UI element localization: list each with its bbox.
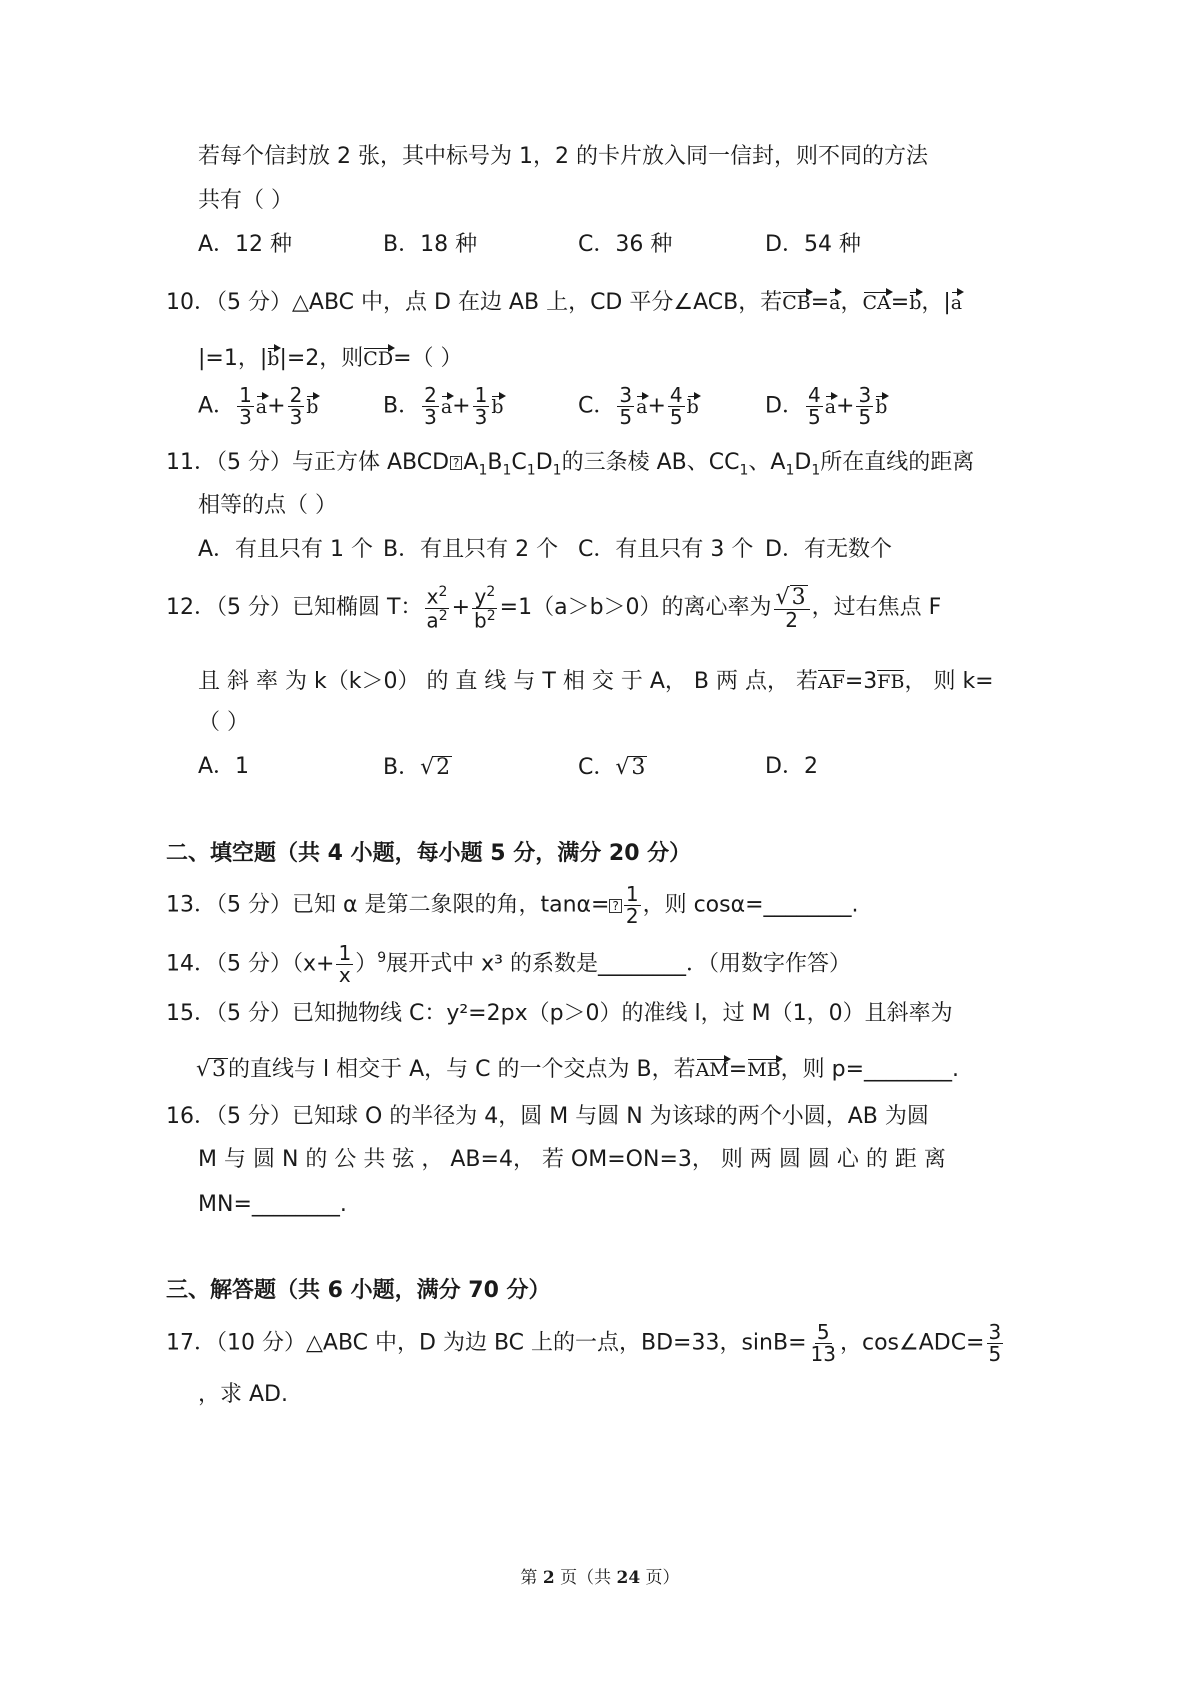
fraction: $\frac{3}{5}$ <box>858 383 872 429</box>
vector-ca: CA <box>863 288 891 313</box>
q12-line3: （ ） <box>198 710 249 735</box>
q10-prefix: 10．（5 分）△ABC 中，点 D 在边 AB 上，CD 平分∠ACB，若 <box>166 290 783 315</box>
footer-pre: 第 <box>520 1568 543 1588</box>
q10-eq: = <box>810 290 830 315</box>
q12-line1 <box>166 585 941 631</box>
vector-af: AF <box>818 668 845 692</box>
vector-am: AM <box>696 1055 729 1080</box>
q11-option-d: D．有无数个 <box>765 537 892 562</box>
q10-option-a-label: A． <box>198 393 236 419</box>
page-total: 24 <box>616 1568 641 1588</box>
q11-b: B <box>487 450 503 475</box>
q11-a: A <box>463 450 479 475</box>
q11-a1: 、A <box>748 450 786 475</box>
q12-line2-post: ， 则 k= <box>904 669 994 694</box>
q15-line2 <box>196 1055 959 1081</box>
q10-comma: ， <box>840 290 863 315</box>
q12-line2 <box>198 668 994 693</box>
footer-mid: 页（共 <box>554 1568 617 1588</box>
vector-b: b <box>687 392 699 417</box>
replacement-glyph: ? <box>609 899 621 913</box>
vector-b-abs: b <box>267 344 279 369</box>
vector-b: b <box>306 392 318 417</box>
q10-option-c-label: C． <box>578 393 616 419</box>
q11-line1: 11．（5 分）与正方体 ABCD ? $A_1B_1C_1D_1$的三条棱 AB、$CC_1$、$A_1D_1$所在直线的距离 <box>166 450 975 479</box>
q10-abs-open: ，| <box>921 290 951 315</box>
plus: + <box>452 393 471 419</box>
q10-eq-2: = <box>890 290 910 315</box>
vector-mb: MB <box>747 1055 780 1080</box>
vector-a: a <box>441 392 452 417</box>
vector-a-abs: a <box>951 288 962 313</box>
q12-line2-pre: 且 斜 率 为 k（k＞0） 的 直 线 与 T 相 交 于 A， B 两 点， 若 <box>198 669 818 694</box>
q9-option-c: C．36 种 <box>578 232 673 257</box>
q13-post: ，则 cosα=________. <box>642 892 859 918</box>
vector-b: b <box>875 392 887 417</box>
q12-option-c: C．√ 3 <box>578 755 646 780</box>
q9-option-b: B．18 种 <box>383 232 478 257</box>
q10-options <box>198 385 958 435</box>
q10-option-d-label: D． <box>765 393 804 419</box>
q15-line1: 15．（5 分）已知抛物线 C：y²=2px（p＞0）的准线 l，过 M（1，0）且斜率为 <box>166 1001 953 1026</box>
section-2-heading: 二、填空题（共 4 小题，每小题 5 分，满分 20 分） <box>166 841 692 866</box>
fraction: $\frac{1}{x}$ <box>338 941 352 987</box>
replacement-glyph: ? <box>450 456 462 470</box>
q12-option-b: B．√ 2 <box>383 755 451 780</box>
q12-option-d: D．2 <box>765 754 818 779</box>
q16-line2: M 与 圆 N 的 公 共 弦 ， AB=4， 若 OM=ON=3， 则 两 圆 圆 心 的 距 离 <box>198 1147 946 1172</box>
q11-option-c: C．有且只有 3 个 <box>578 537 754 562</box>
q11-prefix: 11．（5 分）与正方体 ABCD <box>166 450 450 475</box>
q10-option-b <box>383 385 504 428</box>
q12-post: ，过右焦点 F <box>811 595 942 621</box>
q15-line2-b: ，则 p=________. <box>780 1057 960 1082</box>
footer-post: 页） <box>640 1568 680 1588</box>
q10-line1 <box>166 288 962 314</box>
fraction-x2-a2: $\frac{x^2}{a^2}$ <box>426 584 448 633</box>
q9-option-a: A．12 种 <box>198 232 293 257</box>
q9-line2: 共有（ ） <box>198 188 293 213</box>
vector-a: a <box>825 392 836 417</box>
q11-d: D <box>535 450 553 475</box>
q14 <box>166 943 851 986</box>
fraction: $\frac{4}{5}$ <box>807 383 821 429</box>
page-footer <box>0 1563 1200 1588</box>
q10-line2-end: =（ ） <box>393 346 463 371</box>
vector-cd: CD <box>363 344 393 369</box>
fraction: $\frac{1}{3}$ <box>239 383 252 429</box>
q14-close: ） <box>355 951 378 977</box>
q14-post: 展开式中 x³ 的系数是________．（用数字作答） <box>386 951 851 977</box>
q11-c: C <box>511 450 527 475</box>
q11-option-b: B．有且只有 2 个 <box>383 537 559 562</box>
q17-line1 <box>166 1322 1005 1365</box>
q12-option-a: A．1 <box>198 754 250 779</box>
plus: + <box>267 393 286 419</box>
fraction: $\frac{2}{3}$ <box>289 383 303 429</box>
q16-line3: MN=________. <box>198 1192 347 1217</box>
fraction: $\frac{3}{5}$ <box>988 1320 1002 1366</box>
q9-option-d: D．54 种 <box>765 232 861 257</box>
vector-b: b <box>909 288 921 313</box>
fraction: $\frac{4}{5}$ <box>669 383 683 429</box>
sqrt3: √ 3 <box>196 1057 227 1082</box>
plus: + <box>836 393 855 419</box>
q12-eq3: =3 <box>844 669 878 694</box>
q11-rest: 的三条棱 AB、CC <box>561 450 740 475</box>
q17-pre: 17．（10 分）△ABC 中，D 为边 BC 上的一点，BD=33，sinB= <box>166 1330 807 1356</box>
fraction: $\frac{1}{3}$ <box>474 383 488 429</box>
fraction: $\frac{1}{2}$ <box>625 882 639 928</box>
q15-eq: = <box>728 1057 748 1082</box>
vector-a: a <box>829 288 840 313</box>
plus: + <box>451 595 471 621</box>
vector-cb: CB <box>782 288 811 313</box>
q10-line2 <box>198 344 463 370</box>
fraction: $\frac{3}{5}$ <box>619 383 633 429</box>
q10-option-d <box>765 385 887 428</box>
fraction: $\frac{2}{3}$ <box>424 383 437 429</box>
q9-line1: 若每个信封放 2 张，其中标号为 1，2 的卡片放入同一信封，则不同的方法 <box>198 144 928 169</box>
q10-option-b-label: B． <box>383 393 421 419</box>
plus: + <box>647 393 666 419</box>
q13-pre: 13．（5 分）已知 α 是第二象限的角，tanα= <box>166 892 610 918</box>
vector-fb: FB <box>877 668 904 692</box>
vector-a: a <box>636 392 647 417</box>
fraction-sqrt3-2: √ 3 2 <box>774 585 810 631</box>
q17-mid: ，cos∠ADC= <box>839 1330 985 1356</box>
q11-option-a: A．有且只有 1 个 <box>198 537 374 562</box>
section-3-heading: 三、解答题（共 6 小题，满分 70 分） <box>166 1278 551 1303</box>
q11-tail: 所在直线的距离 <box>820 450 975 475</box>
q14-pre: 14．（5 分）（x+ <box>166 951 335 977</box>
vector-b: b <box>491 392 503 417</box>
q15-line2-a: 的直线与 l 相交于 A，与 C 的一个交点为 B，若 <box>228 1057 696 1082</box>
q10-option-c <box>578 385 699 428</box>
q17-line2: ，求 AD. <box>198 1382 288 1407</box>
q12-prefix: 12．（5 分）已知椭圆 T： <box>166 595 423 621</box>
q14-exponent: 9 <box>377 950 387 967</box>
q12-mid: =1（a＞b＞0）的离心率为 <box>499 595 772 621</box>
page-number: 2 <box>542 1568 555 1588</box>
q10-line2-a: |=1，| <box>198 346 268 371</box>
q10-line2-b: |=2，则 <box>279 346 364 371</box>
vector-a: a <box>256 392 267 417</box>
q11-d1: D <box>794 450 812 475</box>
fraction-y2-b2: $\frac{y^2}{b^2}$ <box>474 584 496 633</box>
q10-option-a <box>198 385 318 428</box>
q13 <box>166 884 859 927</box>
q16-line1: 16．（5 分）已知球 O 的半径为 4，圆 M 与圆 N 为该球的两个小圆，AB 为圆 <box>166 1104 929 1129</box>
q11-line2: 相等的点（ ） <box>198 493 337 518</box>
fraction: $\frac{5}{13}$ <box>810 1320 836 1366</box>
